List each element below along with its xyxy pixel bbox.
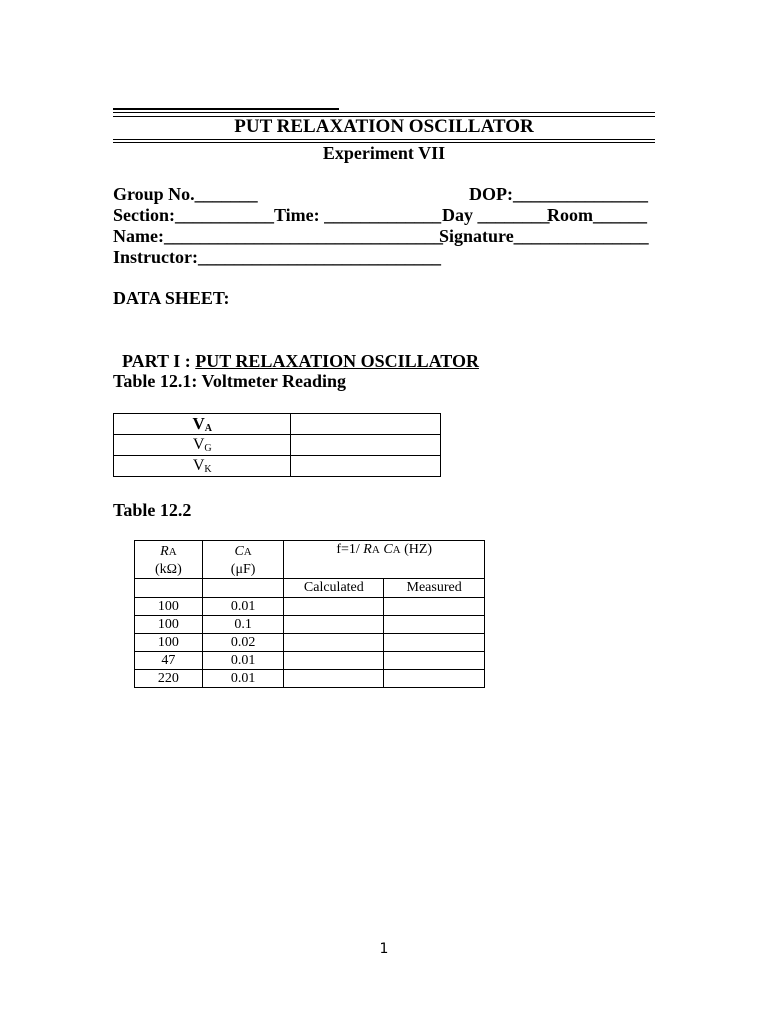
calculated-cell[interactable] <box>284 598 384 616</box>
ca-value: 0.02 <box>202 634 284 652</box>
ra-subscript: A <box>168 546 177 558</box>
section-field[interactable]: Section:___________ <box>113 205 274 225</box>
table-cell <box>202 579 284 598</box>
calculated-header: Calculated <box>284 579 384 598</box>
measured-cell[interactable] <box>384 670 485 688</box>
ra-symbol: R <box>160 544 169 559</box>
measured-cell[interactable] <box>384 652 485 670</box>
table-row <box>135 579 485 598</box>
day-field[interactable]: Day ________ <box>442 205 550 225</box>
ca-value: 0.01 <box>202 598 284 616</box>
ra-value: 220 <box>135 670 203 688</box>
calculated-cell[interactable] <box>284 616 384 634</box>
frequency-r-sub: A <box>371 544 380 556</box>
table-cell <box>135 579 203 598</box>
top-rule-1 <box>113 112 655 113</box>
vg-label: V <box>192 435 205 453</box>
signature-field[interactable]: Signature_______________ <box>439 226 649 246</box>
table-row <box>135 598 485 616</box>
frequency-c-sub: A <box>392 544 401 556</box>
vg-value-cell[interactable] <box>291 435 441 456</box>
table-row <box>135 652 485 670</box>
table-row <box>114 456 441 477</box>
ra-unit: (kΩ) <box>155 561 182 577</box>
calculated-cell[interactable] <box>284 670 384 688</box>
vk-subscript: K <box>204 463 212 475</box>
page-number: 1 <box>379 941 389 957</box>
dop-field[interactable]: DOP:_______________ <box>469 184 648 204</box>
frequency-c: C <box>383 542 393 557</box>
frequency-suffix: (HZ) <box>400 542 433 557</box>
table-cell <box>114 456 291 477</box>
table-row <box>135 670 485 688</box>
ca-value: 0.01 <box>202 670 284 688</box>
va-label: V <box>192 413 205 433</box>
part1-prefix: PART I : <box>122 351 191 371</box>
group-field[interactable]: Group No._______ <box>113 184 258 204</box>
document-title: PUT RELAXATION OSCILLATOR <box>234 116 534 137</box>
table-cell <box>114 414 291 435</box>
ra-header <box>135 541 203 579</box>
time-field[interactable]: Time: _____________ <box>274 205 442 225</box>
table-cell <box>114 435 291 456</box>
vk-value-cell[interactable] <box>291 456 441 477</box>
field-row-3 <box>113 226 655 247</box>
calculated-cell[interactable] <box>284 652 384 670</box>
instructor-field[interactable]: Instructor:___________________________ <box>113 247 441 267</box>
table1-caption: Table 12.1: Voltmeter Reading <box>113 371 347 391</box>
va-subscript: A <box>204 422 212 434</box>
table-row <box>114 414 441 435</box>
top-short-rule <box>113 108 339 110</box>
table-row <box>135 616 485 634</box>
measured-cell[interactable] <box>384 616 485 634</box>
table-row <box>135 541 485 579</box>
vk-label: V <box>192 456 205 474</box>
part1-title: PUT RELAXATION OSCILLATOR <box>195 351 479 371</box>
measured-cell[interactable] <box>384 634 485 652</box>
ca-header <box>202 541 284 579</box>
table-row <box>114 435 441 456</box>
measured-cell[interactable] <box>384 598 485 616</box>
va-value-cell[interactable] <box>291 414 441 435</box>
ra-value: 100 <box>135 634 203 652</box>
frequency-header <box>284 541 485 579</box>
measured-header: Measured <box>384 579 485 598</box>
table2-caption: Table 12.2 <box>113 500 192 520</box>
ra-value: 47 <box>135 652 203 670</box>
frequency-prefix: f=1/ <box>336 542 364 557</box>
experiment-subtitle: Experiment VII <box>322 143 446 163</box>
table-row <box>135 634 485 652</box>
name-field[interactable]: Name:_______________________________ <box>113 226 443 246</box>
frequency-r: R <box>363 542 372 557</box>
ca-symbol: C <box>234 544 244 559</box>
ca-value: 0.01 <box>202 652 284 670</box>
ra-value: 100 <box>135 598 203 616</box>
ca-subscript: A <box>243 546 252 558</box>
title-rule-1 <box>113 139 655 140</box>
ra-value: 100 <box>135 616 203 634</box>
field-row-1 <box>113 184 655 205</box>
part1-heading <box>113 330 479 372</box>
field-row-4 <box>113 247 655 268</box>
vg-subscript: G <box>204 442 212 454</box>
room-field[interactable]: Room______ <box>547 205 647 225</box>
calculated-cell[interactable] <box>284 634 384 652</box>
voltmeter-table <box>113 413 441 477</box>
field-row-2 <box>113 205 655 226</box>
data-sheet-heading: DATA SHEET: <box>113 288 230 308</box>
ca-value: 0.1 <box>202 616 284 634</box>
ca-unit: (μF) <box>230 561 256 577</box>
oscillator-table <box>134 540 485 688</box>
